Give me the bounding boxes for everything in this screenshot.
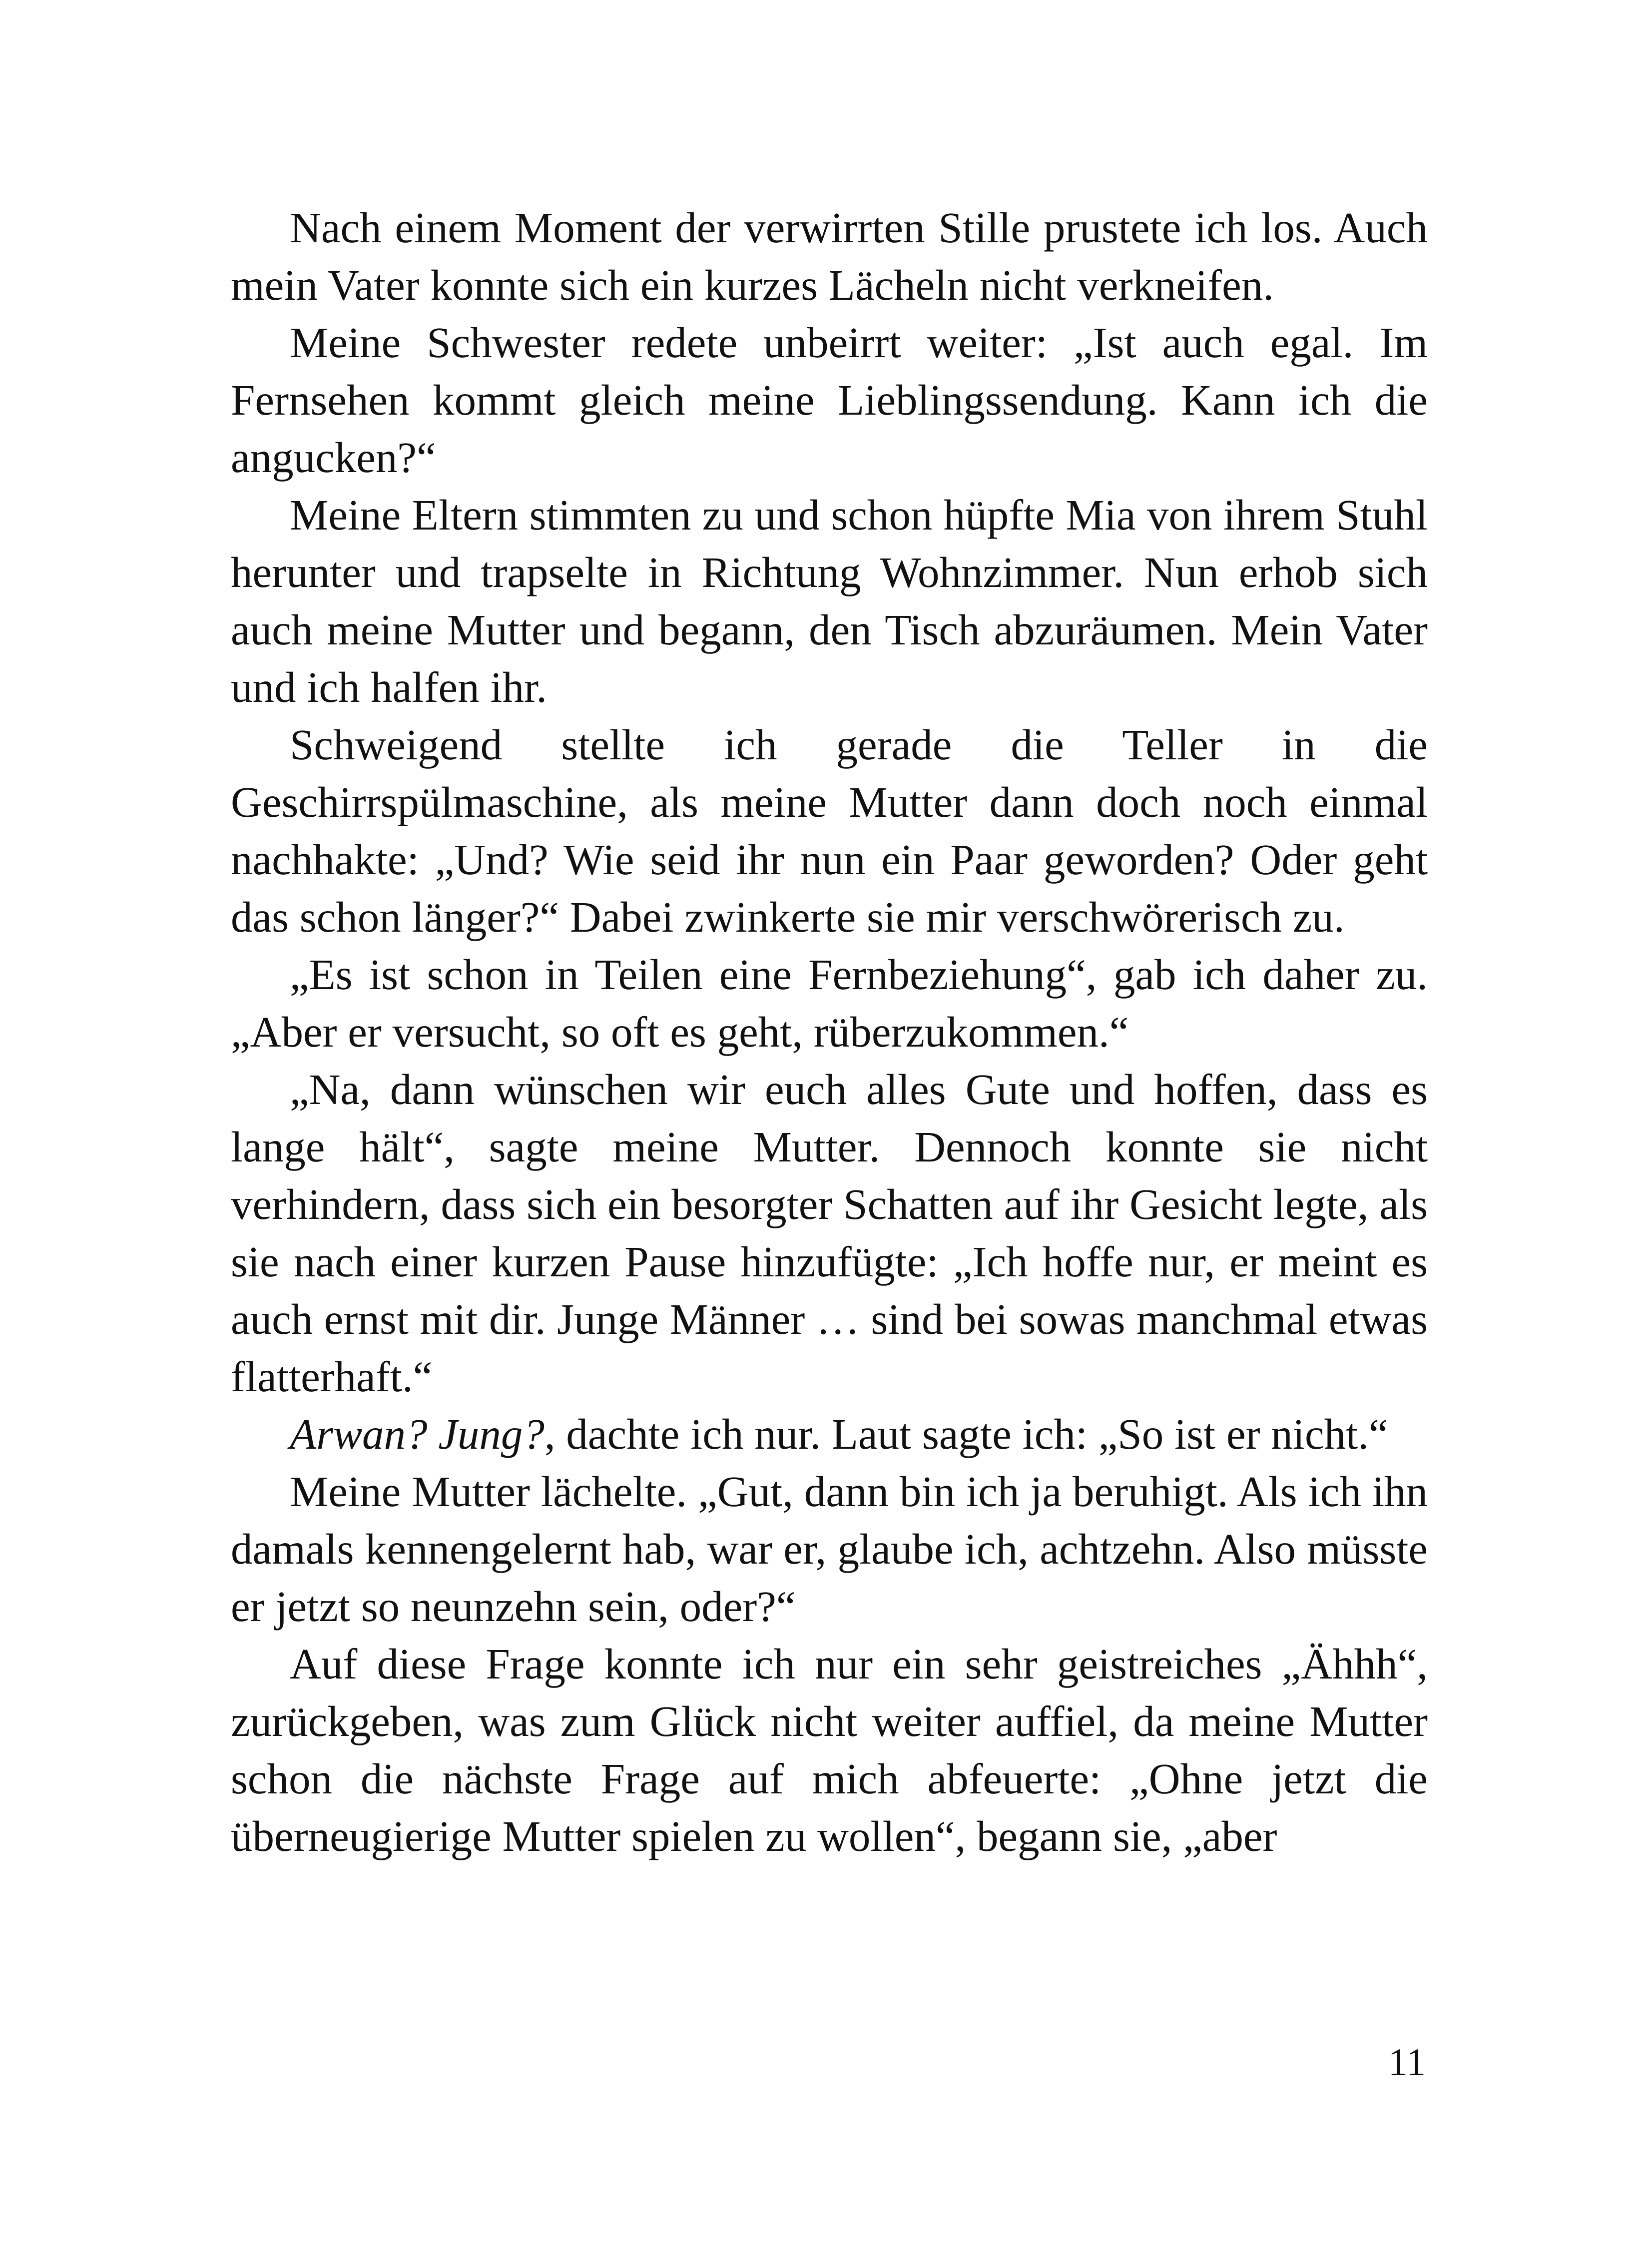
paragraph-1: Nach einem Moment der verwirrten Stille prustete ich los. Auch mein Vater konnte sich ein kurzes Lächeln nicht verkneifen.	[231, 203, 1428, 309]
paragraph-7	[231, 1405, 1428, 1463]
paragraph-8: Meine Mutter lächelte. „Gut, dann bin ich ja beruhigt. Als ich ihn damals kennengelernt hab, war er, glaube ich, achtzehn. Also müsste er jetzt so neunzehn sein, oder?“	[231, 1467, 1428, 1631]
paragraph-5: „Es ist schon in Teilen eine Fernbeziehung“, gab ich daher zu. „Aber er versucht, so oft es geht, rüberzukommen.“	[231, 950, 1428, 1056]
italic-thought: Arwan? Jung?	[290, 1410, 545, 1458]
paragraph-6: „Na, dann wünschen wir euch alles Gute und hoffen, dass es lange hält“, sagte meine Mutter. Dennoch konnte sie nicht verhindern, dass sich ein besorgter Schatten auf ihr Gesicht legte, als sie nach einer kurzen Pause hinzufügte: „Ich hoffe nur, er meint es auch ernst mit dir. Junge Männer … sind bei sowas manchmal etwas flatterhaft.“	[231, 1065, 1428, 1401]
paragraph-2: Meine Schwester redete unbeirrt weiter: „Ist auch egal. Im Fernsehen kommt gleich meine Lieblingssendung. Kann ich die angucken?“	[231, 318, 1428, 482]
paragraph-4: Schweigend stellte ich gerade die Teller in die Geschirrspülmaschine, als meine Mutter dann doch noch einmal nachhakte: „Und? Wie seid ihr nun ein Paar geworden? Oder geht das schon länger?“ Dabei zwinkerte sie mir verschwörerisch zu.	[231, 720, 1428, 941]
paragraph-3: Meine Eltern stimmten zu und schon hüpfte Mia von ihrem Stuhl herunter und trapselte in Richtung Wohnzimmer. Nun erhob sich auch meine Mutter und begann, den Tisch abzuräumen. Mein Vater und ich halfen ihr.	[231, 491, 1428, 711]
page-number: 11	[1388, 2040, 1426, 2084]
paragraph-9: Auf diese Frage konnte ich nur ein sehr geistreiches „Ähhh“, zurückgeben, was zum Glück nicht weiter auffiel, da meine Mutter schon die nächste Frage auf mich abfeuerte: „Ohne jetzt die überneugierige Mutter spielen zu wollen“, begann sie, „aber	[231, 1640, 1428, 1860]
body-text	[231, 199, 1428, 1865]
paragraph-7-text: , dachte ich nur. Laut sagte ich: „So ist er nicht.“	[544, 1410, 1388, 1458]
